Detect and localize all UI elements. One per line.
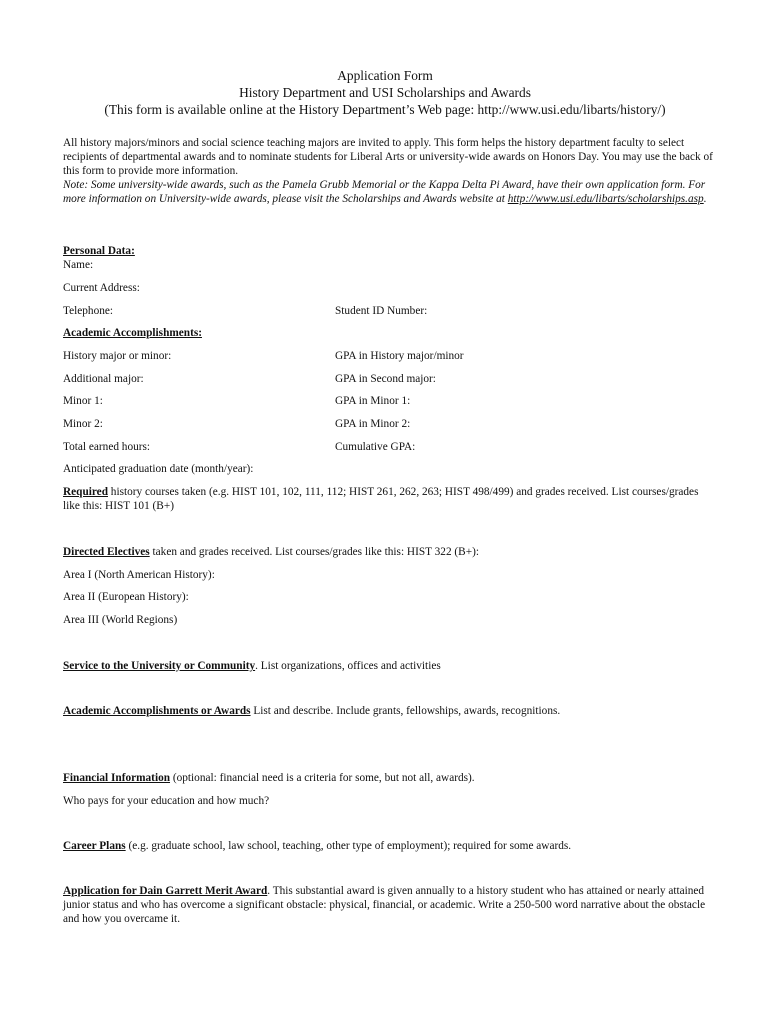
directed-electives-section	[63, 545, 713, 559]
career-plans-section	[63, 839, 713, 853]
scholarships-link[interactable]: http://www.usi.edu/libarts/scholarships.asp	[507, 193, 704, 205]
career-plans-heading: Career Plans	[63, 840, 126, 852]
required-courses-section	[63, 485, 713, 513]
gpa-minor-1-label: GPA in Minor 1:	[335, 395, 411, 407]
intro-note-end: .	[703, 193, 707, 205]
history-major-label: History major or minor:	[63, 350, 172, 362]
cumulative-gpa-label: Cumulative GPA:	[335, 441, 416, 453]
current-address-label: Current Address:	[63, 282, 140, 294]
education-payment-question: Who pays for your education and how much?	[63, 795, 270, 807]
directed-electives-text: taken and grades received. List courses/grades like this: HIST 322 (B+):	[149, 546, 479, 558]
personal-data-heading: Personal Data:	[63, 245, 135, 257]
intro-note-text: Note: Some university-wide awards, such as the Pamela Grubb Memorial or the Kappa Delta Pi Award, have their own application form. For more information on University-wide awards, please visit the Scholarships and Awards website at	[63, 179, 706, 205]
total-hours-label: Total earned hours:	[63, 441, 151, 453]
service-text: . List organizations, offices and activities	[255, 660, 441, 672]
financial-heading: Financial Information	[63, 772, 171, 784]
gpa-history-label: GPA in History major/minor	[335, 350, 464, 362]
gpa-second-major-label: GPA in Second major:	[335, 373, 436, 385]
name-label: Name:	[63, 259, 94, 271]
awards-heading: Academic Accomplishments or Awards	[63, 705, 251, 717]
dain-garrett-text: . This substantial award is given annually to a history student who has attained or nearly attained junior status and who has overcome a significant obstacle: physical, financial, or academic. Write a 250-500 word narrative about the obstacle and how you overcame it.	[63, 885, 706, 925]
financial-text: (optional: financial need is a criteria for some, but not all, awards).	[170, 772, 475, 784]
area-1-label: Area I (North American History):	[63, 569, 215, 581]
telephone-label: Telephone:	[63, 305, 114, 317]
student-id-label: Student ID Number:	[335, 305, 428, 317]
required-text: history courses taken (e.g. HIST 101, 102, 111, 112; HIST 261, 262, 263; HIST 498/499) and grades received. List courses/grades like this: HIST 101 (B+)	[63, 486, 699, 512]
service-heading: Service to the University or Community	[63, 660, 256, 672]
form-title: Application Form	[337, 68, 433, 83]
form-subtitle: History Department and USI Scholarships and Awards	[239, 85, 531, 100]
gpa-minor-2-label: GPA in Minor 2:	[335, 418, 411, 430]
intro-paragraph: All history majors/minors and social science teaching majors are invited to apply. This form helps the history department faculty to select recipients of departmental awards and to nominate students for Liberal Arts or university-wide awards on Honors Day. You may use the back of this form to provide more information.	[63, 137, 713, 177]
required-heading: Required	[63, 486, 108, 498]
financial-section	[63, 771, 713, 785]
minor-1-label: Minor 1:	[63, 395, 103, 407]
area-3-label: Area III (World Regions)	[63, 614, 178, 626]
online-availability-note: (This form is available online at the History Department’s Web page: http://www.usi.edu/libarts/history/)	[104, 102, 666, 117]
additional-major-label: Additional major:	[63, 373, 144, 385]
area-2-label: Area II (European History):	[63, 591, 189, 603]
form-header	[0, 67, 770, 118]
career-plans-text: (e.g. graduate school, law school, teaching, other type of employment); required for some awards.	[125, 840, 572, 852]
graduation-date-label: Anticipated graduation date (month/year):	[63, 463, 254, 475]
service-section	[63, 659, 713, 673]
dain-garrett-heading: Application for Dain Garrett Merit Award	[63, 885, 268, 897]
awards-text: List and describe. Include grants, fellowships, awards, recognitions.	[250, 705, 561, 717]
academic-accomplishments-heading: Academic Accomplishments:	[63, 327, 202, 339]
intro-section	[63, 136, 713, 206]
intro-note	[63, 178, 713, 206]
awards-section	[63, 704, 713, 718]
directed-electives-heading: Directed Electives	[63, 546, 150, 558]
minor-2-label: Minor 2:	[63, 418, 103, 430]
dain-garrett-award-section	[63, 884, 713, 926]
